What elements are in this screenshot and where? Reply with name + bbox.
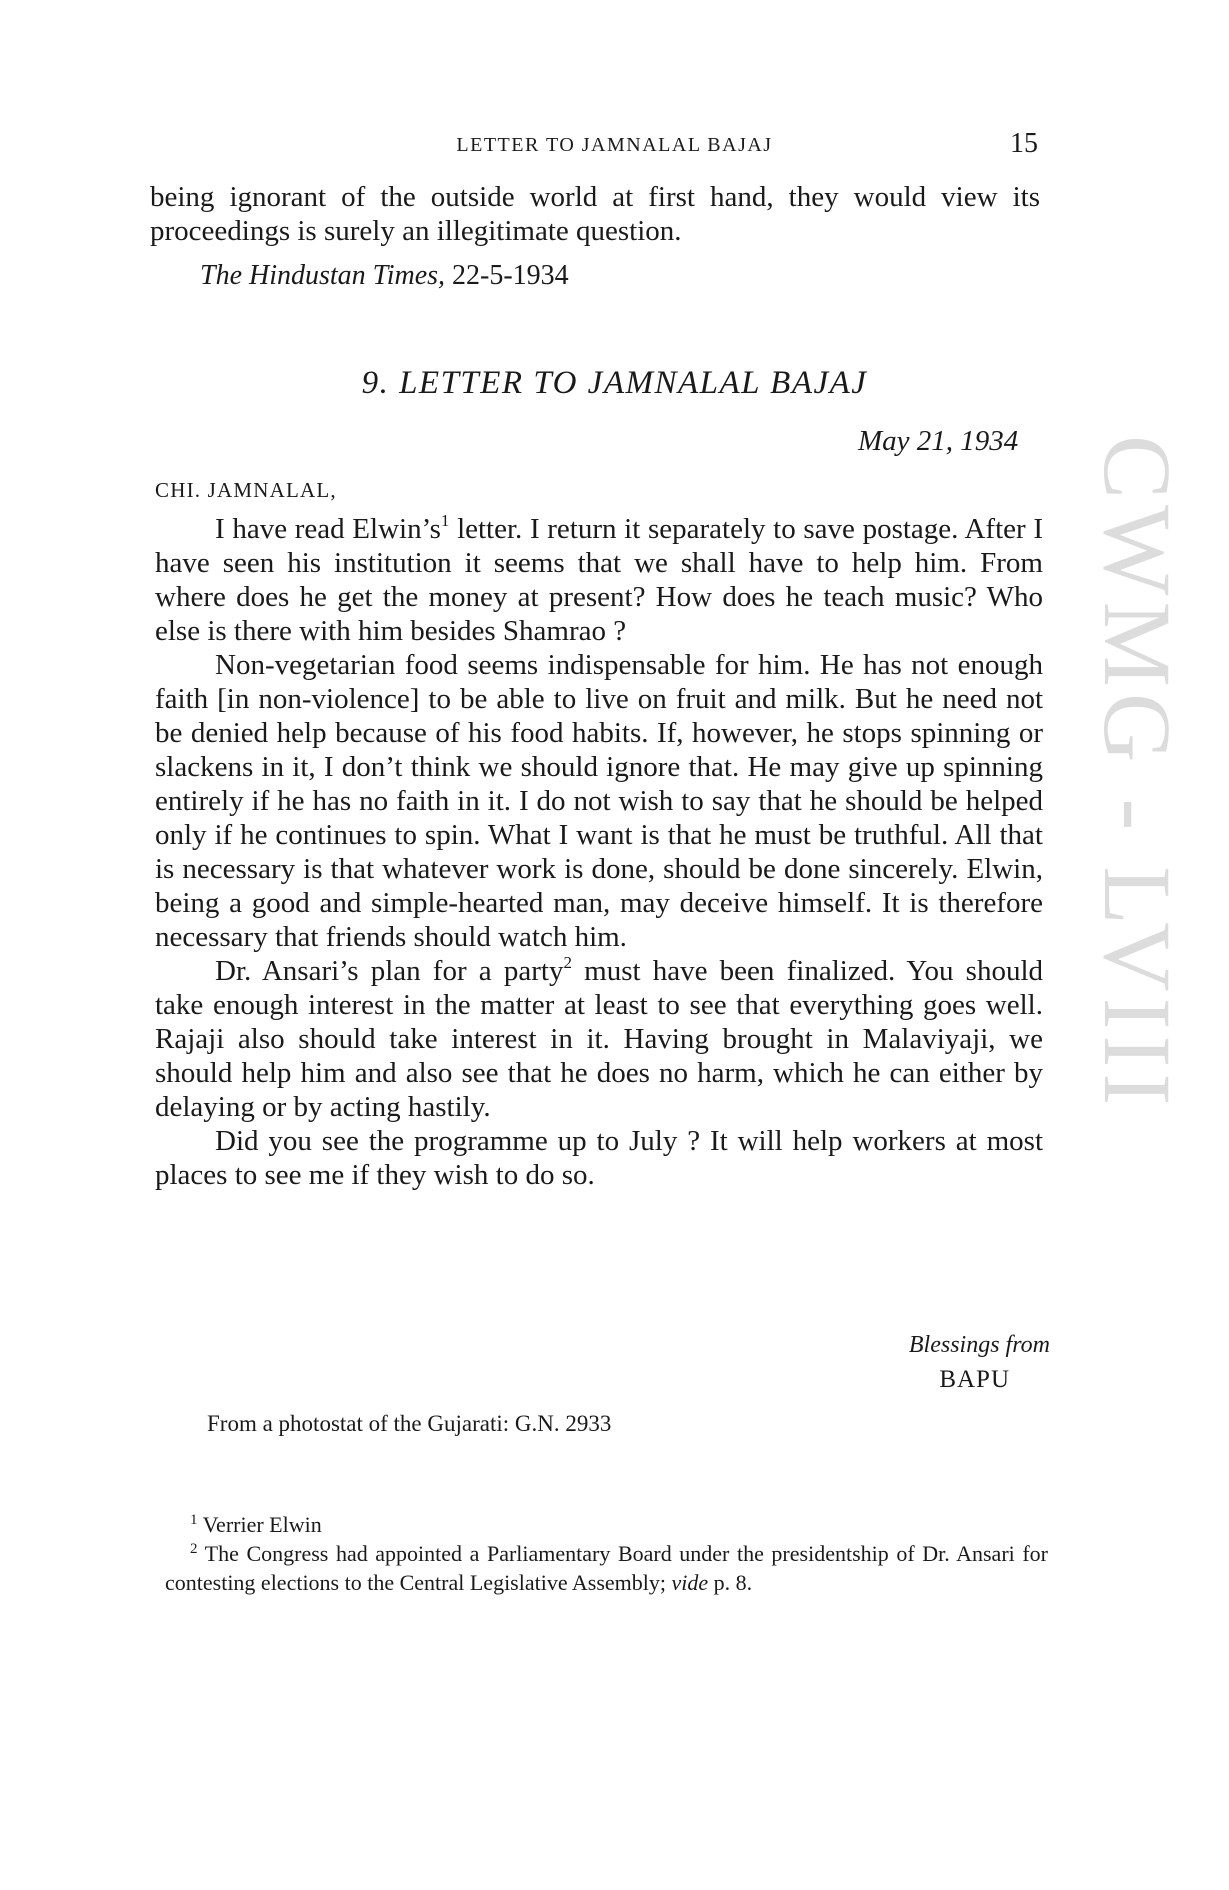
letter-paragraph: Dr. Ansari’s plan for a party$^2$ must have been finalized. You should take enough interest in the matter at least to see that everything goes well. Rajaji also should take interest in it. Having brought in Malaviyaji, we should help him and also see that he does no harm, which he can either by delaying or by acting hastily. — [155, 953, 1043, 1123]
footnote-2: $^2$ The Congress had appointed a Parliamentary Board under the presidentship of Dr. Ansari for contesting elections to the Central Legislative Assembly; vide p. 8. — [165, 1541, 1048, 1595]
letter-paragraph: Non-vegetarian food seems indispensable for him. He has not enough faith [in non-violence] to be able to live on fruit and milk. But he need not be denied help because of his food habits. If, however, he stops spinning or slackens in it, I don’t think we should ignore that. He may give up spinning entirely if he has no faith in it. I do not wish to say that he should be helped only if he continues to spin. What I want is that he must be truthful. All that is necessary is that whatever work is done, should be done sincerely. Elwin, being a good and simple-hearted man, may deceive himself. It is therefore necessary that friends should watch him. — [155, 649, 1043, 953]
letter-signature: BAPU — [939, 1366, 1010, 1393]
footnote-ref-1: 1 — [440, 511, 450, 530]
letter-date: May 21, 1934 — [858, 425, 1019, 457]
running-head: LETTER TO JAMNALAL BAJAJ — [456, 134, 773, 156]
source-date: 22-5-1934 — [445, 260, 569, 291]
letter-salutation: CHI. JAMNALAL, — [155, 478, 337, 502]
letter-paragraph: Did you see the programme up to July ? It will help workers at most places to see me if they wish to do so. — [155, 1125, 1043, 1191]
previous-item-text: being ignorant of the outside world at first hand, they would view its proceedings is surely an illegitimate question. — [150, 181, 1040, 247]
footnote-ref-2: 2 — [563, 953, 572, 972]
letter-title: 9. LETTER TO JAMNALAL BAJAJ — [361, 365, 868, 401]
letter-body — [155, 512, 1043, 1192]
letter-source-note: From a photostat of the Gujarati: G.N. 2933 — [207, 1411, 612, 1436]
watermark-text: CWMG - LVIII — [1084, 435, 1191, 1112]
source-publication: The Hindustan Times, — [200, 260, 446, 291]
footnotes — [165, 1510, 1048, 1597]
page-number: 15 — [1010, 128, 1038, 159]
letter-closing: Blessings from — [908, 1332, 1050, 1358]
letter-paragraph: I have read $Elwin’s^1$ letter. I return it separately to save postage. After I have seen his institution it seems that we shall have to help him. From where does he get the money at present? How does he teach music? Who else is there with him besides Shamrao ? — [155, 511, 1043, 647]
previous-item-source — [200, 260, 569, 292]
footnote-1: $^1$ Verrier Elwin — [190, 1512, 322, 1537]
